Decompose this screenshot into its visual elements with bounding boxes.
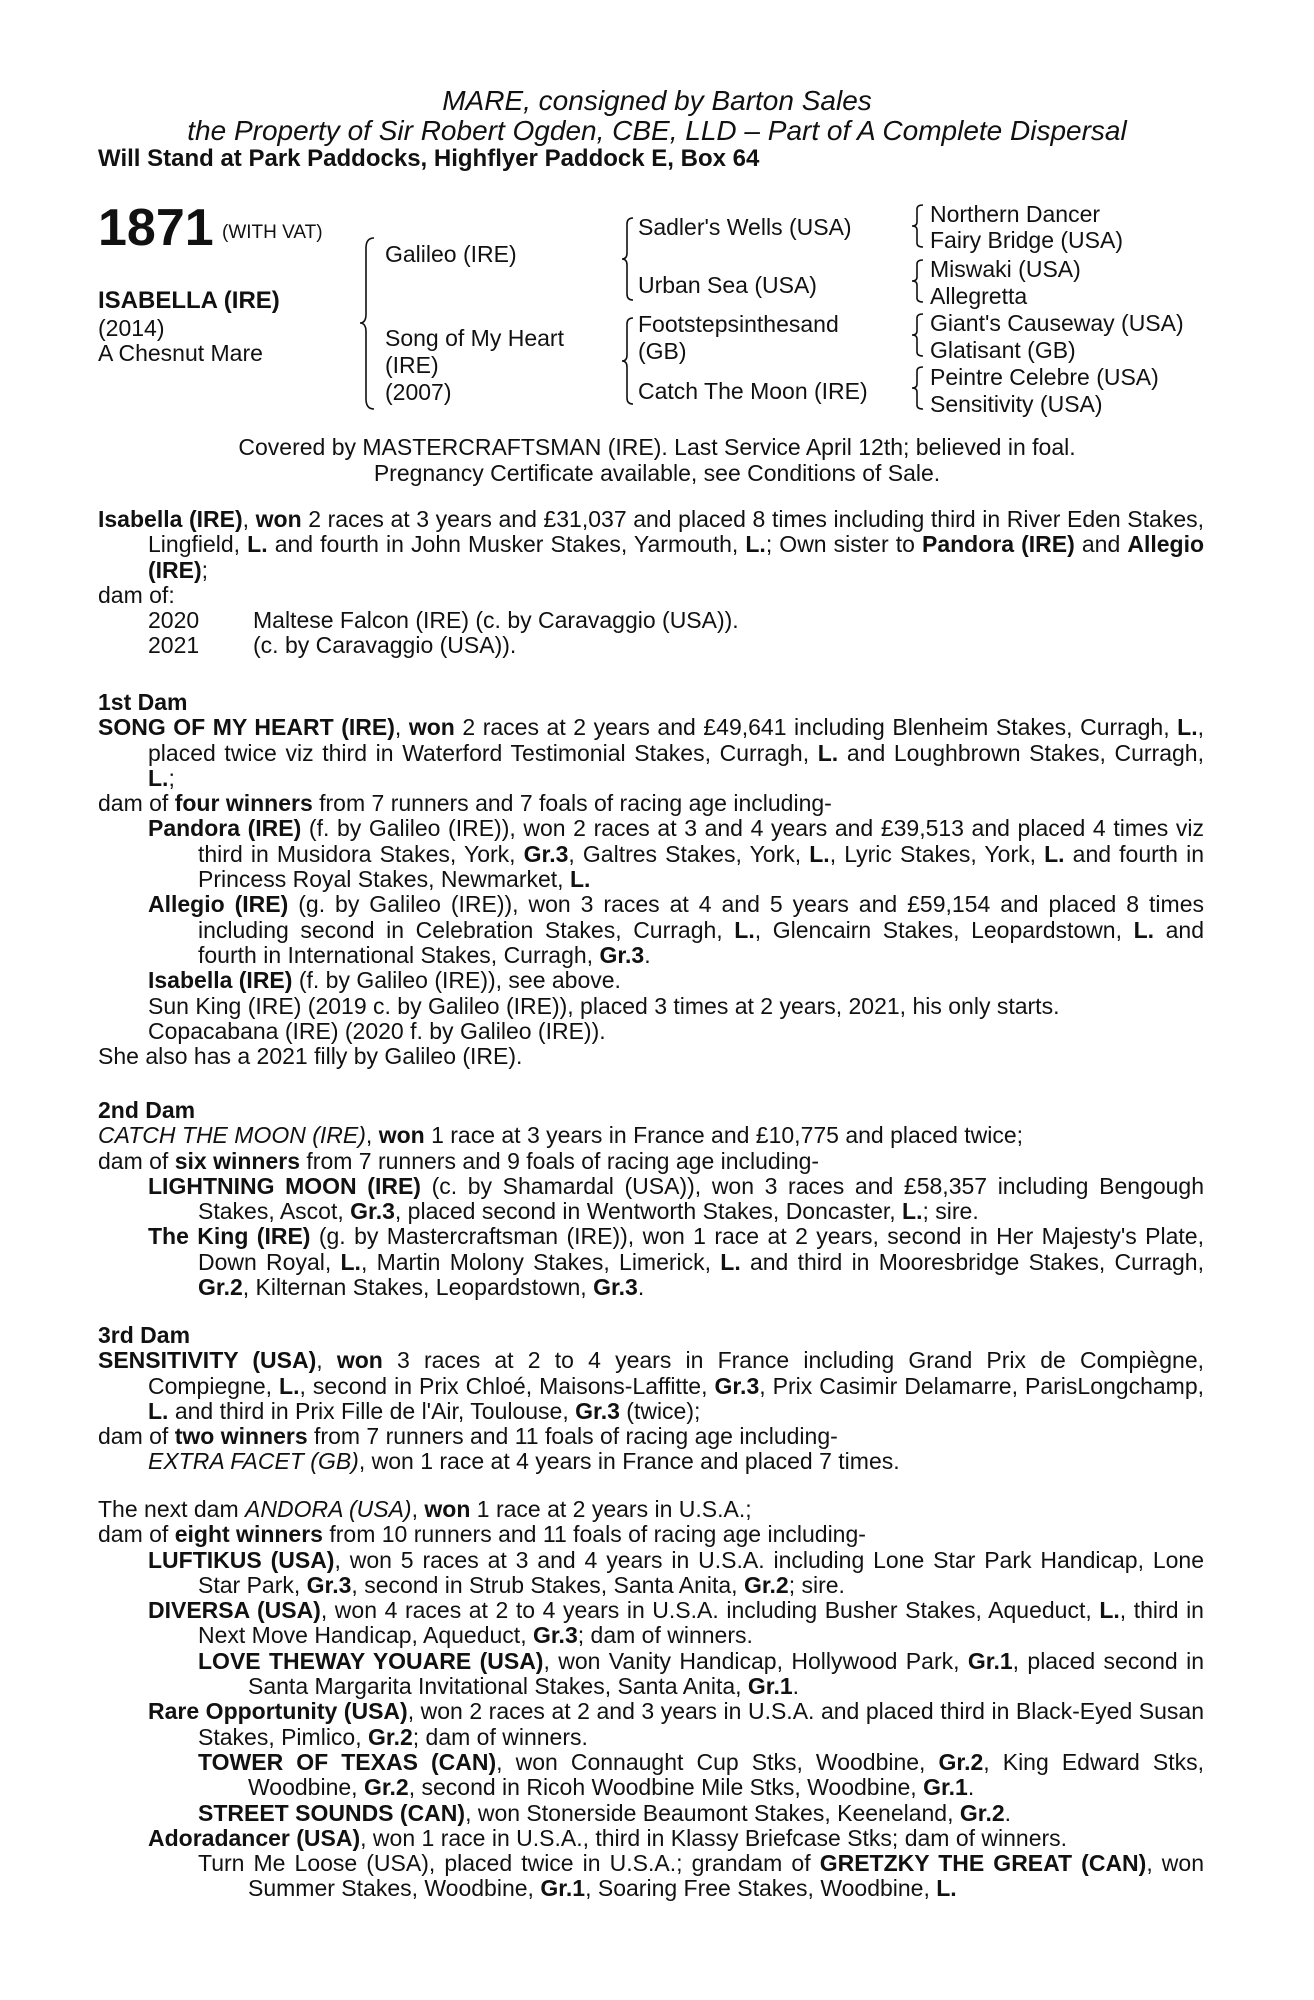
dam-record: The next dam ANDORA (USA), won 1 race at 2 years in U.S.A.; [98,1496,752,1522]
progeny-entry: The King (IRE) (g. by Mastercraftsman (IRE)), won 1 race at 2 years, second in Her Majesty's Plate, Down Royal, L., Martin Molony Stakes, Limerick, L. and third in Mooresbridge Stakes, Curragh, Gr.2, Kilternan Stakes, Leopardstown, Gr.3. [148,1223,1204,1301]
pedigree-brace-main [358,236,378,411]
gen3-dds: Peintre Celebre (USA) [930,364,1159,390]
gen3-ssd: Fairy Bridge (USA) [930,227,1123,253]
dam-year: (2007) [385,379,452,405]
progeny-entry: LOVE THEWAY YOUARE (USA), won Vanity Handicap, Hollywood Park, Gr.1, placed second in Santa Margarita Invitational Stakes, Santa Anita, Gr.1. [198,1647,1204,1700]
progeny-entry: DIVERSA (USA), won 4 races at 2 to 4 years in U.S.A. including Busher Stakes, Aqueduct, L., third in Next Move Handicap, Aqueduct, Gr.3; dam of winners. [148,1597,1204,1649]
sire: Galileo (IRE) [385,241,517,267]
horse-name: ISABELLA (IRE) [98,287,280,314]
progeny-entry: Allegio (IRE) (g. by Galileo (IRE)), won 3 races at 4 and 5 years and £59,154 and placed 8 times including second in Celebration Stakes, Curragh, L., Glencairn Stakes, Leopardstown, L. and fourth in International Stakes, Curragh, Gr.3. [148,891,1205,968]
foal-row: 2021 (c. by Caravaggio (USA)). [148,632,517,659]
progeny-entry: LUFTIKUS (USA), won 5 races at 3 and 4 years in U.S.A. including Lone Star Park Handicap, Lone Star Park, Gr.3, second in Strub Stakes, Santa Anita, Gr.2; sire. [148,1546,1204,1598]
progeny-entry: TOWER OF TEXAS (CAN), won Connaught Cup Stks, Woodbine, Gr.2, King Edward Stks, Woodbine, Gr.2, second in Ricoh Woodbine Mile Stks, Woodbine, Gr.1. [198,1748,1205,1801]
dam-of-line: dam of four winners from 7 runners and 7 foals of racing age including- [98,790,832,817]
pedigree-brace-gen3-3 [910,312,926,358]
gen3-ddd: Sensitivity (USA) [930,391,1103,417]
summary-horse-name: Isabella (IRE) [98,506,243,532]
dam-of-label: dam of: [98,581,175,608]
pregnancy-line: Pregnancy Certificate available, see Conditions of Sale. [373,460,941,486]
dam-record: CATCH THE MOON (IRE), won 1 race at 3 years in France and £10,775 and placed twice; [98,1122,1024,1149]
progeny-entry: EXTRA FACET (GB), won 1 race at 4 years in France and placed 7 times. [148,1448,900,1475]
progeny-entry: Turn Me Loose (USA), placed twice in U.S.A.; grandam of GRETZKY THE GREAT (CAN), won Summer Stakes, Woodbine, Gr.1, Soaring Free Stakes, Woodbine, L. [198,1850,1204,1902]
summary-paragraph: Isabella (IRE), won 2 races at 3 years and £31,037 and placed 8 times including third in River Eden Stakes, Lingfield, L. and fourth in John Musker Stakes, Yarmouth, L.; Own sister to Pandora (IRE) and Allegio (IRE); [98,506,1205,583]
dam-name: Song of My Heart [385,325,564,351]
third-dam-section [98,1323,1204,1475]
consignor-line: MARE, consigned by Barton Sales [442,85,872,116]
gen3-dsd: Glatisant (GB) [930,337,1076,363]
section-title: 2nd Dam [98,1097,196,1123]
produce-summary [98,507,1204,659]
progeny-entry: Isabella (IRE) (f. by Galileo (IRE)), see above. [148,967,621,994]
progeny-entry: Pandora (IRE) (f. by Galileo (IRE)), won 2 races at 3 and 4 years and £39,513 and placed 4 times viz third in Musidora Stakes, York, Gr.3, Galtres Stakes, York, L., Lyric Stakes, York, L. and fourth in Princess Royal Stakes, Newmarket, L. [148,815,1204,893]
sire-dam: Urban Sea (USA) [638,272,817,298]
dam-of-line: dam of six winners from 7 runners and 9 foals of racing age including- [98,1147,820,1174]
progeny-entry: Copacabana (IRE) (2020 f. by Galileo (IRE)). [148,1017,606,1044]
sister-1: Pandora (IRE) [922,531,1075,558]
dam [385,325,564,406]
gen3-sds: Miswaki (USA) [930,256,1081,282]
section-title: 3rd Dam [98,1322,191,1348]
lot-number: 1871 [98,199,214,257]
pedigree-brace-gen3-4 [910,365,926,411]
horse-year: (2014) [98,315,165,341]
dam-record: SONG OF MY HEART (IRE), won 2 races at 2 years and £49,641 including Blenheim Stakes, Curragh, L., placed twice viz third in Waterford Testimonial Stakes, Curragh, L. and Loughbrown Stakes, Curragh, L.; [98,714,1204,791]
dam-sire [638,311,839,365]
sire-sire: Sadler's Wells (USA) [638,214,852,240]
pedigree-brace-sire [620,216,636,302]
covered-line: Covered by MASTERCRAFTSMAN (IRE). Last Service April 12th; believed in foal. [238,434,1076,460]
progeny-entry: Rare Opportunity (USA), won 2 races at 2 and 3 years in U.S.A. and placed third in Black-Eyed Susan Stakes, Pimlico, Gr.2; dam of winners. [148,1698,1204,1750]
next-dam-section [98,1497,1204,1902]
pedigree-brace-gen3-2 [910,258,926,304]
property-line: the Property of Sir Robert Ogden, CBE, LLD – Part of A Complete Dispersal [187,115,1127,146]
dam-dam: Catch The Moon (IRE) [638,378,868,404]
progeny-entry: STREET SOUNDS (CAN), won Stonerside Beaumont Stakes, Keeneland, Gr.2. [198,1799,1012,1826]
progeny-entry: LIGHTNING MOON (IRE) (c. by Shamardal (USA)), won 3 races and £58,357 including Bengough Stakes, Ascot, Gr.3, placed second in Wentworth Stakes, Doncaster, L.; sire. [148,1172,1204,1225]
gen3-sdd: Allegretta [930,283,1028,309]
dam-of-line: dam of two winners from 7 runners and 11 foals of racing age including- [98,1423,838,1450]
section-title: 1st Dam [98,689,188,715]
dam-sire-origin: (GB) [638,338,687,364]
dam-of-line: dam of eight winners from 10 runners and 11 foals of racing age including- [98,1521,866,1548]
progeny-entry: Adoradancer (USA), won 1 race in U.S.A., third in Klassy Briefcase Stks; dam of winners. [148,1824,1068,1851]
second-dam-section [98,1098,1204,1300]
dam-origin: (IRE) [385,352,439,378]
location-line: Will Stand at Park Paddocks, Highflyer Paddock E, Box 64 [98,145,760,172]
gen3-dss: Giant's Causeway (USA) [930,310,1184,336]
horse-description: A Chesnut Mare [98,340,263,366]
also-line: She also has a 2021 filly by Galileo (IRE). [98,1043,523,1070]
vat-label: (WITH VAT) [222,222,323,243]
pedigree-brace-dam [620,316,636,406]
pedigree-brace-gen3-1 [910,203,926,249]
dam-record: SENSITIVITY (USA), won 3 races at 2 to 4 years in France including Grand Prix de Compiègne, Compiegne, L., second in Prix Chloé, Maisons-Laffitte, Gr.3, Prix Casimir Delamarre, ParisLongchamp, L. and third in Prix Fille de l'Air, Toulouse, Gr.3 (twice); [98,1347,1205,1424]
sister-2: Allegio (IRE) [148,531,1205,583]
first-dam-section [98,690,1204,1069]
dam-sire-name: Footstepsinthesand [638,311,839,337]
foal-row: 2020 Maltese Falcon (IRE) (c. by Caravaggio (USA)). [148,607,739,634]
progeny-entry: Sun King (IRE) (2019 c. by Galileo (IRE)), placed 3 times at 2 years, 2021, his only starts. [148,992,1060,1019]
gen3-sss: Northern Dancer [930,201,1101,227]
won-label: won [255,506,302,532]
